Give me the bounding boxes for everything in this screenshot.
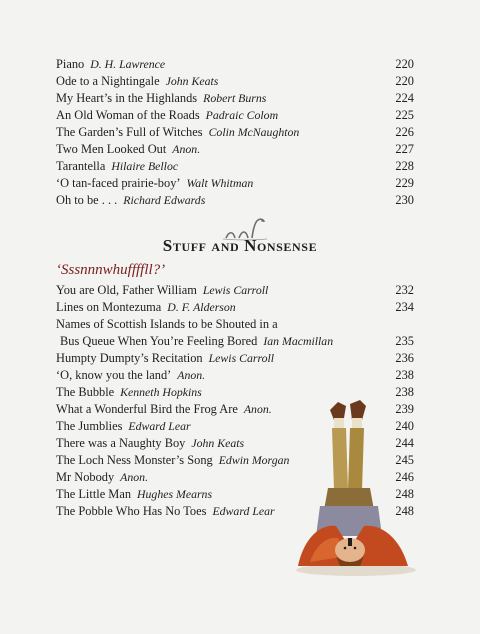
toc-entry: [56, 107, 414, 124]
toc-entry-author: D. F. Alderson: [167, 300, 236, 314]
toc-entry-author: D. H. Lawrence: [90, 57, 166, 71]
toc-entry-author: John Keats: [165, 74, 219, 88]
toc-entry-page: 228: [395, 159, 414, 173]
toc-entry-page: 248: [395, 504, 414, 518]
toc-entry-title: Oh to be . . .: [56, 193, 118, 207]
toc-entry-title: ‘O, know you the land’: [56, 368, 172, 382]
toc-entry-page: 229: [395, 176, 414, 190]
toc-entry: [56, 299, 414, 316]
toc-entry: [56, 141, 414, 158]
toc-entry-author: Anon.: [120, 470, 149, 484]
section-title: Stuff and Nonsense: [162, 236, 318, 255]
toc-entry: [56, 350, 414, 367]
toc-entry-page: 236: [395, 351, 414, 365]
toc-entry-page: 238: [395, 368, 414, 382]
toc-entry: [56, 56, 414, 73]
toc-entry-page: 224: [395, 91, 414, 105]
toc-entry-title: Humpty Dumpty’s Recitation: [56, 351, 203, 365]
toc-entry-title: The Loch Ness Monster’s Song: [56, 453, 213, 467]
toc-entry-title: ‘O tan-faced prairie-boy’: [56, 176, 181, 190]
toc-entry-page: 220: [395, 57, 414, 71]
toc-entry: [56, 367, 414, 384]
toc-entry: [56, 192, 414, 209]
toc-entry-title: Mr Nobody: [56, 470, 115, 484]
toc-entry: [56, 124, 414, 141]
toc-entry-title: Names of Scottish Islands to be Shouted in a: [56, 317, 278, 331]
toc-entry-page: 246: [395, 470, 414, 484]
toc-entry-title: What a Wonderful Bird the Frog Are: [56, 402, 238, 416]
toc-entry-page: 244: [395, 436, 414, 450]
toc-entry-page: 235: [395, 334, 414, 348]
section-subtitle: ‘Sssnnnwhuffffll?’: [56, 262, 166, 278]
toc-entry-author: Hughes Mearns: [137, 487, 213, 501]
toc-entry-title: Piano: [56, 57, 85, 71]
toc-entry-author: Lewis Carroll: [202, 283, 269, 297]
toc-entry-page: 238: [395, 385, 414, 399]
toc-entry-title: The Garden’s Full of Witches: [56, 125, 203, 139]
toc-entry-author: Lewis Carroll: [208, 351, 275, 365]
upside-down-boy-illustration: [290, 398, 420, 578]
toc-entry-title: There was a Naughty Boy: [56, 436, 186, 450]
toc-entry: [56, 175, 414, 192]
toc-entry-page: 225: [395, 108, 414, 122]
toc-entry-page: 245: [395, 453, 414, 467]
toc-entry: [56, 158, 414, 175]
toc-entry-title: The Bubble: [56, 385, 115, 399]
toc-entry-author: Anon.: [172, 142, 201, 156]
toc-entry-title: My Heart’s in the Highlands: [56, 91, 198, 105]
toc-entry-author: Edwin Morgan: [218, 453, 290, 467]
toc-entry-page: 230: [395, 193, 414, 207]
toc-entry-author: Walt Whitman: [186, 176, 254, 190]
toc-entry-line-2: [56, 333, 414, 350]
toc-entry-author: Padraic Colom: [205, 108, 279, 122]
toc-entry-title: The Pobble Who Has No Toes: [56, 504, 207, 518]
toc-entry-author: Edward Lear: [128, 419, 191, 433]
toc-entry-title: Tarantella: [56, 159, 106, 173]
toc-entry-title: The Little Man: [56, 487, 132, 501]
toc-entry-page: 220: [395, 74, 414, 88]
toc-entry-title: You are Old, Father William: [56, 283, 197, 297]
toc-entry-author: Robert Burns: [203, 91, 267, 105]
toc-entry-author: Richard Edwards: [123, 193, 206, 207]
toc-entry: [56, 90, 414, 107]
toc-entry-author: John Keats: [191, 436, 245, 450]
toc-entry-author: Kenneth Hopkins: [120, 385, 202, 399]
toc-entry-title: Two Men Looked Out: [56, 142, 167, 156]
toc-entry-page: 226: [395, 125, 414, 139]
toc-entry-author: Anon.: [177, 368, 206, 382]
toc-entry-page: 232: [395, 283, 414, 297]
toc-entry-author: Hilaire Belloc: [111, 159, 179, 173]
toc-entry-title: The Jumblies: [56, 419, 123, 433]
toc-entry-title: An Old Woman of the Roads: [56, 108, 200, 122]
toc-entry-title: Ode to a Nightingale: [56, 74, 160, 88]
toc-entry-title: Lines on Montezuma: [56, 300, 162, 314]
toc-entry-page: 234: [395, 300, 414, 314]
toc-entry-author: Edward Lear: [212, 504, 275, 518]
toc-entry-page: 248: [395, 487, 414, 501]
toc-entry-line-1: [56, 316, 414, 333]
toc-entry: [56, 282, 414, 299]
toc-entry-page: 239: [395, 402, 414, 416]
toc-entry-author: Ian Macmillan: [263, 334, 334, 348]
toc-entry-title-continued: Bus Queue When You’re Feeling Bored: [60, 334, 258, 348]
toc-entry-page: 227: [395, 142, 414, 156]
toc-entry-page: 240: [395, 419, 414, 433]
toc-entry: [56, 73, 414, 90]
toc-entry-author: Anon.: [243, 402, 272, 416]
toc-entry-author: Colin McNaughton: [208, 125, 300, 139]
